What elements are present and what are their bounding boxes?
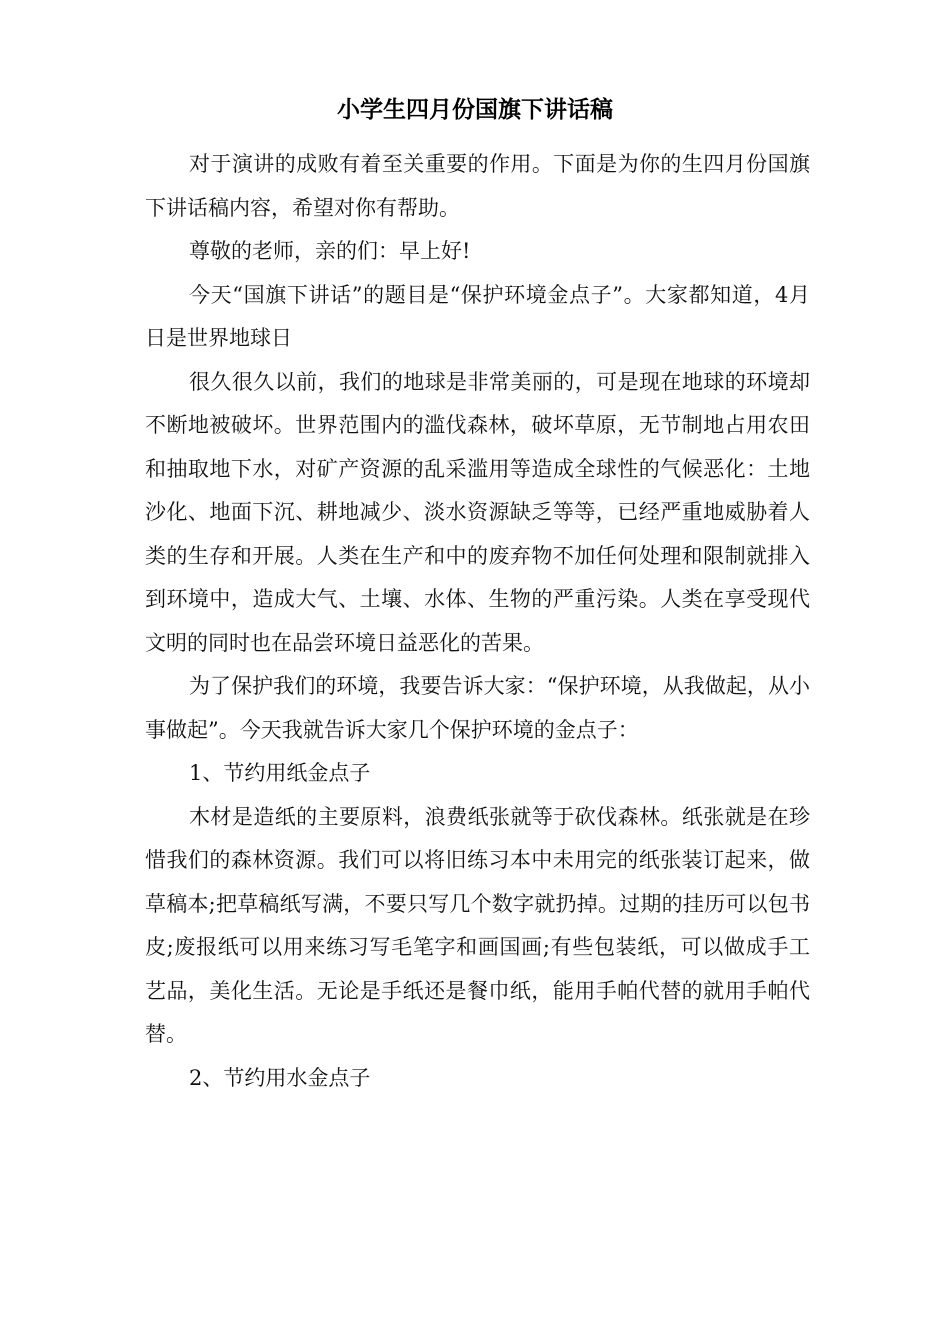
paragraph-environment: 很久很久以前，我们的地球是非常美丽的，可是现在地球的环境却不断地被破坏。世界范围内的滥伐森林，破坏草原，无节制地占用农田和抽取地下水，对矿产资源的乱采滥用等造成全球性的气候恶化：土地沙化、地面下沉、耕地减少、淡水资源缺乏等等，已经严重地威胁着人类的生存和开展。人类在生产和中的废弃物不加任何处理和限制就排入到环境中，造成大气、土壤、水体、生物的严重污染。人类在享受现代文明的同时也在品尝环境日益恶化的苦果。 <box>145 369 810 655</box>
paragraph-call-to-action: 为了保护我们的环境，我要告诉大家：“保护环境，从我做起，从小事做起”。今天我就告诉大家几个保护环境的金点子： <box>145 674 810 742</box>
document-body <box>145 143 810 1100</box>
heading-save-paper: 1、节约用纸金点子 <box>189 761 371 785</box>
document-title: 小学生四月份国旗下讲话稿 <box>337 97 613 123</box>
paragraph-topic: 今天“国旗下讲话”的题目是“保护环境金点子”。大家都知道，4月日是世界地球日 <box>145 282 810 350</box>
paragraph-save-paper: 木材是造纸的主要原料，浪费纸张就等于砍伐森林。纸张就是在珍惜我们的森林资源。我们可以将旧练习本中未用完的纸张装订起来，做草稿本;把草稿纸写满，不要只写几个数字就扔掉。过期的挂历可以包书皮;废报纸可以用来练习写毛笔字和画国画;有些包装纸，可以做成手工艺品，美化生活。无论是手纸还是餐巾纸，能用手帕代替的就用手帕代替。 <box>145 804 810 1046</box>
paragraph-intro: 对于演讲的成败有着至关重要的作用。下面是为你的生四月份国旗下讲话稿内容，希望对你有帮助。 <box>145 152 810 220</box>
paragraph-greeting: 尊敬的老师，亲的们：早上好! <box>189 239 471 263</box>
heading-save-water: 2、节约用水金点子 <box>189 1065 371 1090</box>
